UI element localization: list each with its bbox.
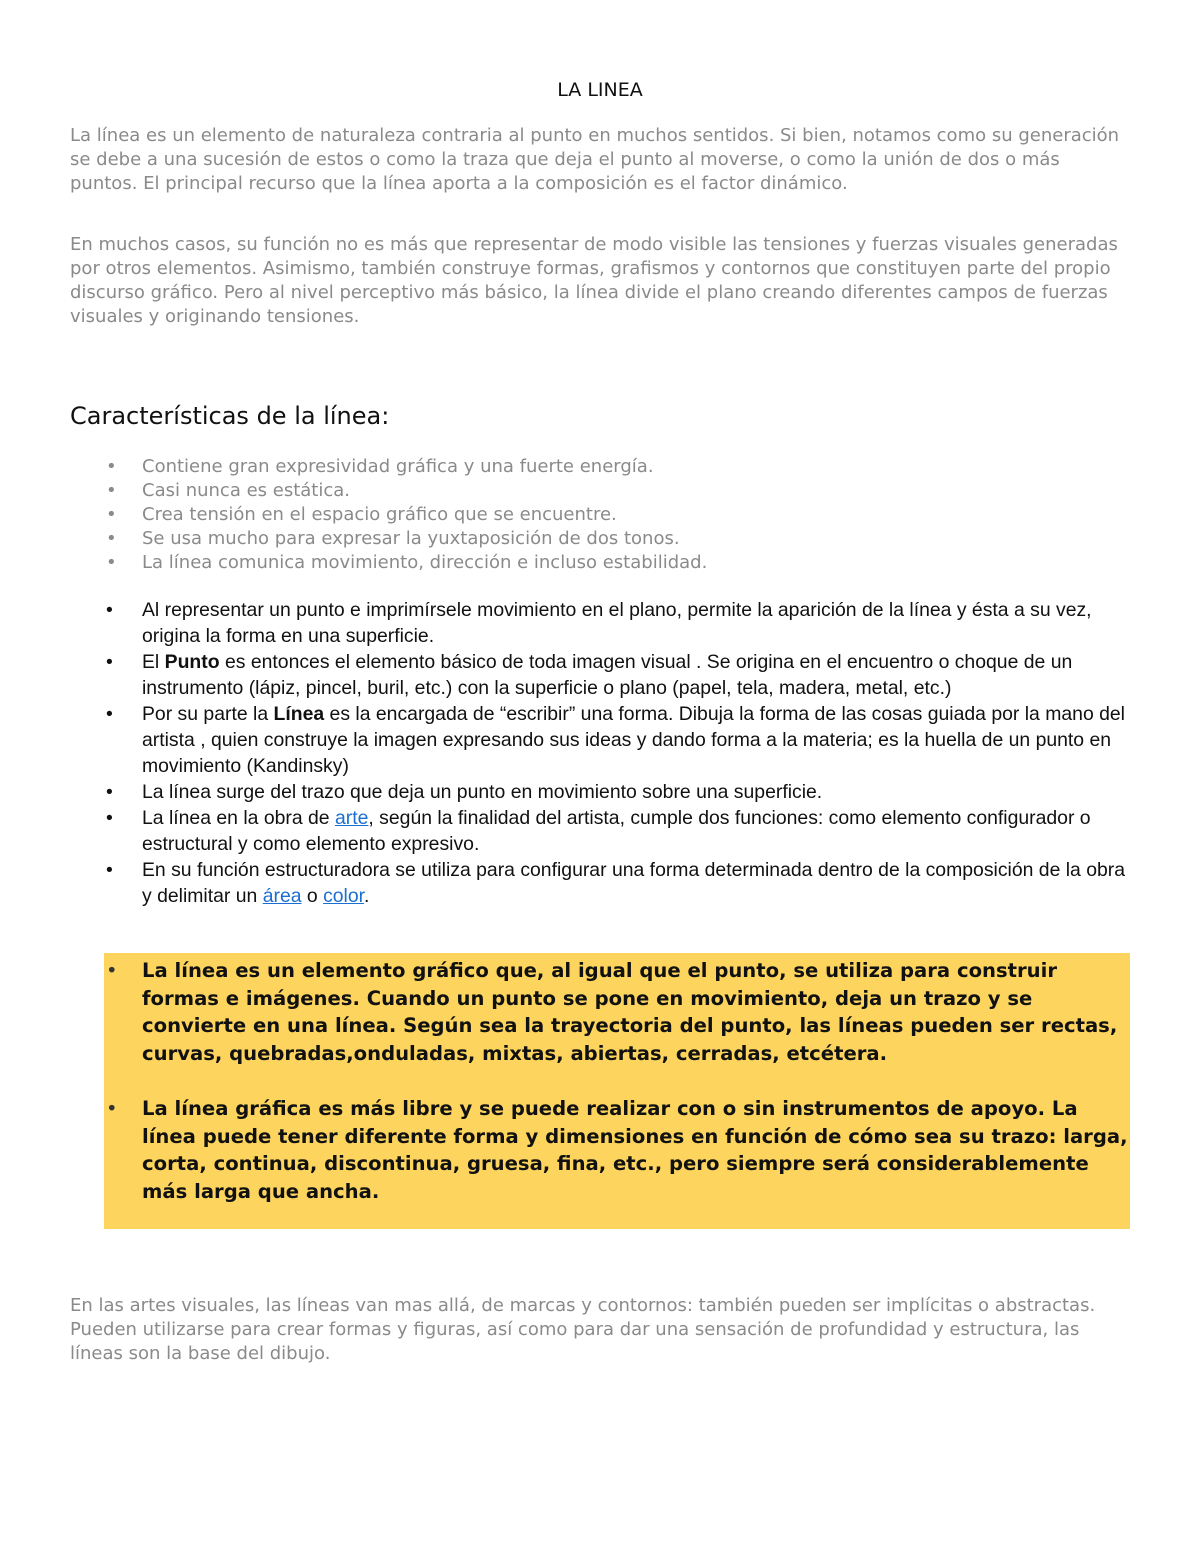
list-item: • Se usa mucho para expresar la yuxtaposición de dos tonos. — [70, 527, 1130, 551]
list-item: • La línea comunica movimiento, dirección e incluso estabilidad. — [70, 551, 1130, 575]
spacer — [142, 1067, 1130, 1095]
list-item — [70, 805, 1130, 857]
list-item-text: Al representar un punto e imprimírsele movimiento en el plano, permite la aparición de la línea y ésta a su vez, origina la forma en una superficie. — [142, 599, 1092, 648]
list-item: • Casi nunca es estática. — [70, 479, 1130, 503]
list-item-text: El — [142, 651, 165, 674]
list-item-text: Por su parte la — [142, 703, 274, 726]
bold-term-punto: Punto — [164, 651, 220, 674]
list-item — [70, 649, 1130, 701]
list-item-text: es entonces el elemento básico de toda imagen visual . Se origina en el encuentro o choque de un instrumento (lápiz, pincel, buril, etc.) con la superficie o plano (papel, tela, madera, metal, etc.) — [142, 651, 1073, 700]
list-item-text: La línea surge del trazo que deja un punto en movimiento sobre una superficie. — [142, 781, 823, 804]
closing-paragraph: En las artes visuales, las líneas van mas allá, de marcas y contornos: también pueden ser implícitas o abstractas. Pueden utilizarse para crear formas y figuras, así como para dar una sensación de profundidad y estructura, las líneas son la base del dibujo. — [70, 1295, 1096, 1365]
list-item-text: , según la finalidad del artista, cumple dos funciones: como elemento configurador o estructural y como elemento expresivo. — [142, 807, 1091, 856]
intro-paragraph-1: La línea es un elemento de naturaleza contraria al punto en muchos sentidos. Si bien, notamos como su generación se debe a una sucesión de estos o como la traza que deja el punto al moverse, o como la unión de dos o más puntos. El principal recurso que la línea aporta a la composición es el factor dinámico. — [70, 125, 1120, 195]
highlighted-block — [104, 953, 1130, 1229]
link-area[interactable]: área — [262, 885, 302, 908]
list-item-text: es la encargada de “escribir” una forma. Dibuja la forma de las cosas guiada por la mano del artista , quien construye la imagen expresando sus ideas y dando forma a la materia; es la huella de un punto en movimiento (Kandinsky) — [142, 703, 1125, 778]
characteristics-gray-list — [70, 455, 1130, 575]
list-item-text: En su función estructuradora se utiliza para configurar una forma determinada dentro de la composición de la obra y delimitar un — [142, 859, 1126, 908]
list-item — [70, 857, 1130, 909]
bold-term-linea: Línea — [273, 703, 325, 726]
link-color[interactable]: color — [323, 885, 365, 908]
list-item-text: . — [364, 885, 370, 908]
characteristics-black-list — [70, 597, 1130, 909]
list-item-text: La línea en la obra de — [142, 807, 335, 830]
list-item — [70, 779, 1130, 805]
list-item — [70, 701, 1130, 779]
list-item: • Contiene gran expresividad gráfica y una fuerte energía. — [70, 455, 1130, 479]
intro-paragraph-2: En muchos casos, su función no es más que representar de modo visible las tensiones y fuerzas visuales generadas por otros elementos. Asimismo, también construye formas, grafismos y contornos que constituyen parte del propio discurso gráfico. Pero al nivel perceptivo más básico, la línea divide el plano creando diferentes campos de fuerzas visuales y originando tensiones. — [70, 233, 1118, 328]
highlight-item-1: • La línea es un elemento gráfico que, al igual que el punto, se utiliza para construir formas e imágenes. Cuando un punto se pone en movimiento, deja un trazo y se convierte en una línea. Según sea la trayectoria del punto, las líneas pueden ser rectas, curvas, quebradas,onduladas, mixtas, abiertas, cerradas, etcétera. — [142, 957, 1130, 1067]
link-arte[interactable]: arte — [334, 807, 369, 830]
highlight-item-2: • La línea gráfica es más libre y se puede realizar con o sin instrumentos de apoyo. La línea puede tener diferente forma y dimensiones en función de cómo sea su trazo: larga, corta, continua, discontinua, gruesa, fina, etc., pero siempre será considerablemente más larga que ancha. — [142, 1095, 1130, 1205]
list-item — [70, 597, 1130, 649]
list-item: • Crea tensión en el espacio gráfico que se encuentre. — [70, 503, 1130, 527]
page-title: LA LINEA — [557, 79, 643, 101]
list-item-text: o — [301, 885, 324, 908]
characteristics-heading: Características de la línea: — [70, 402, 390, 431]
